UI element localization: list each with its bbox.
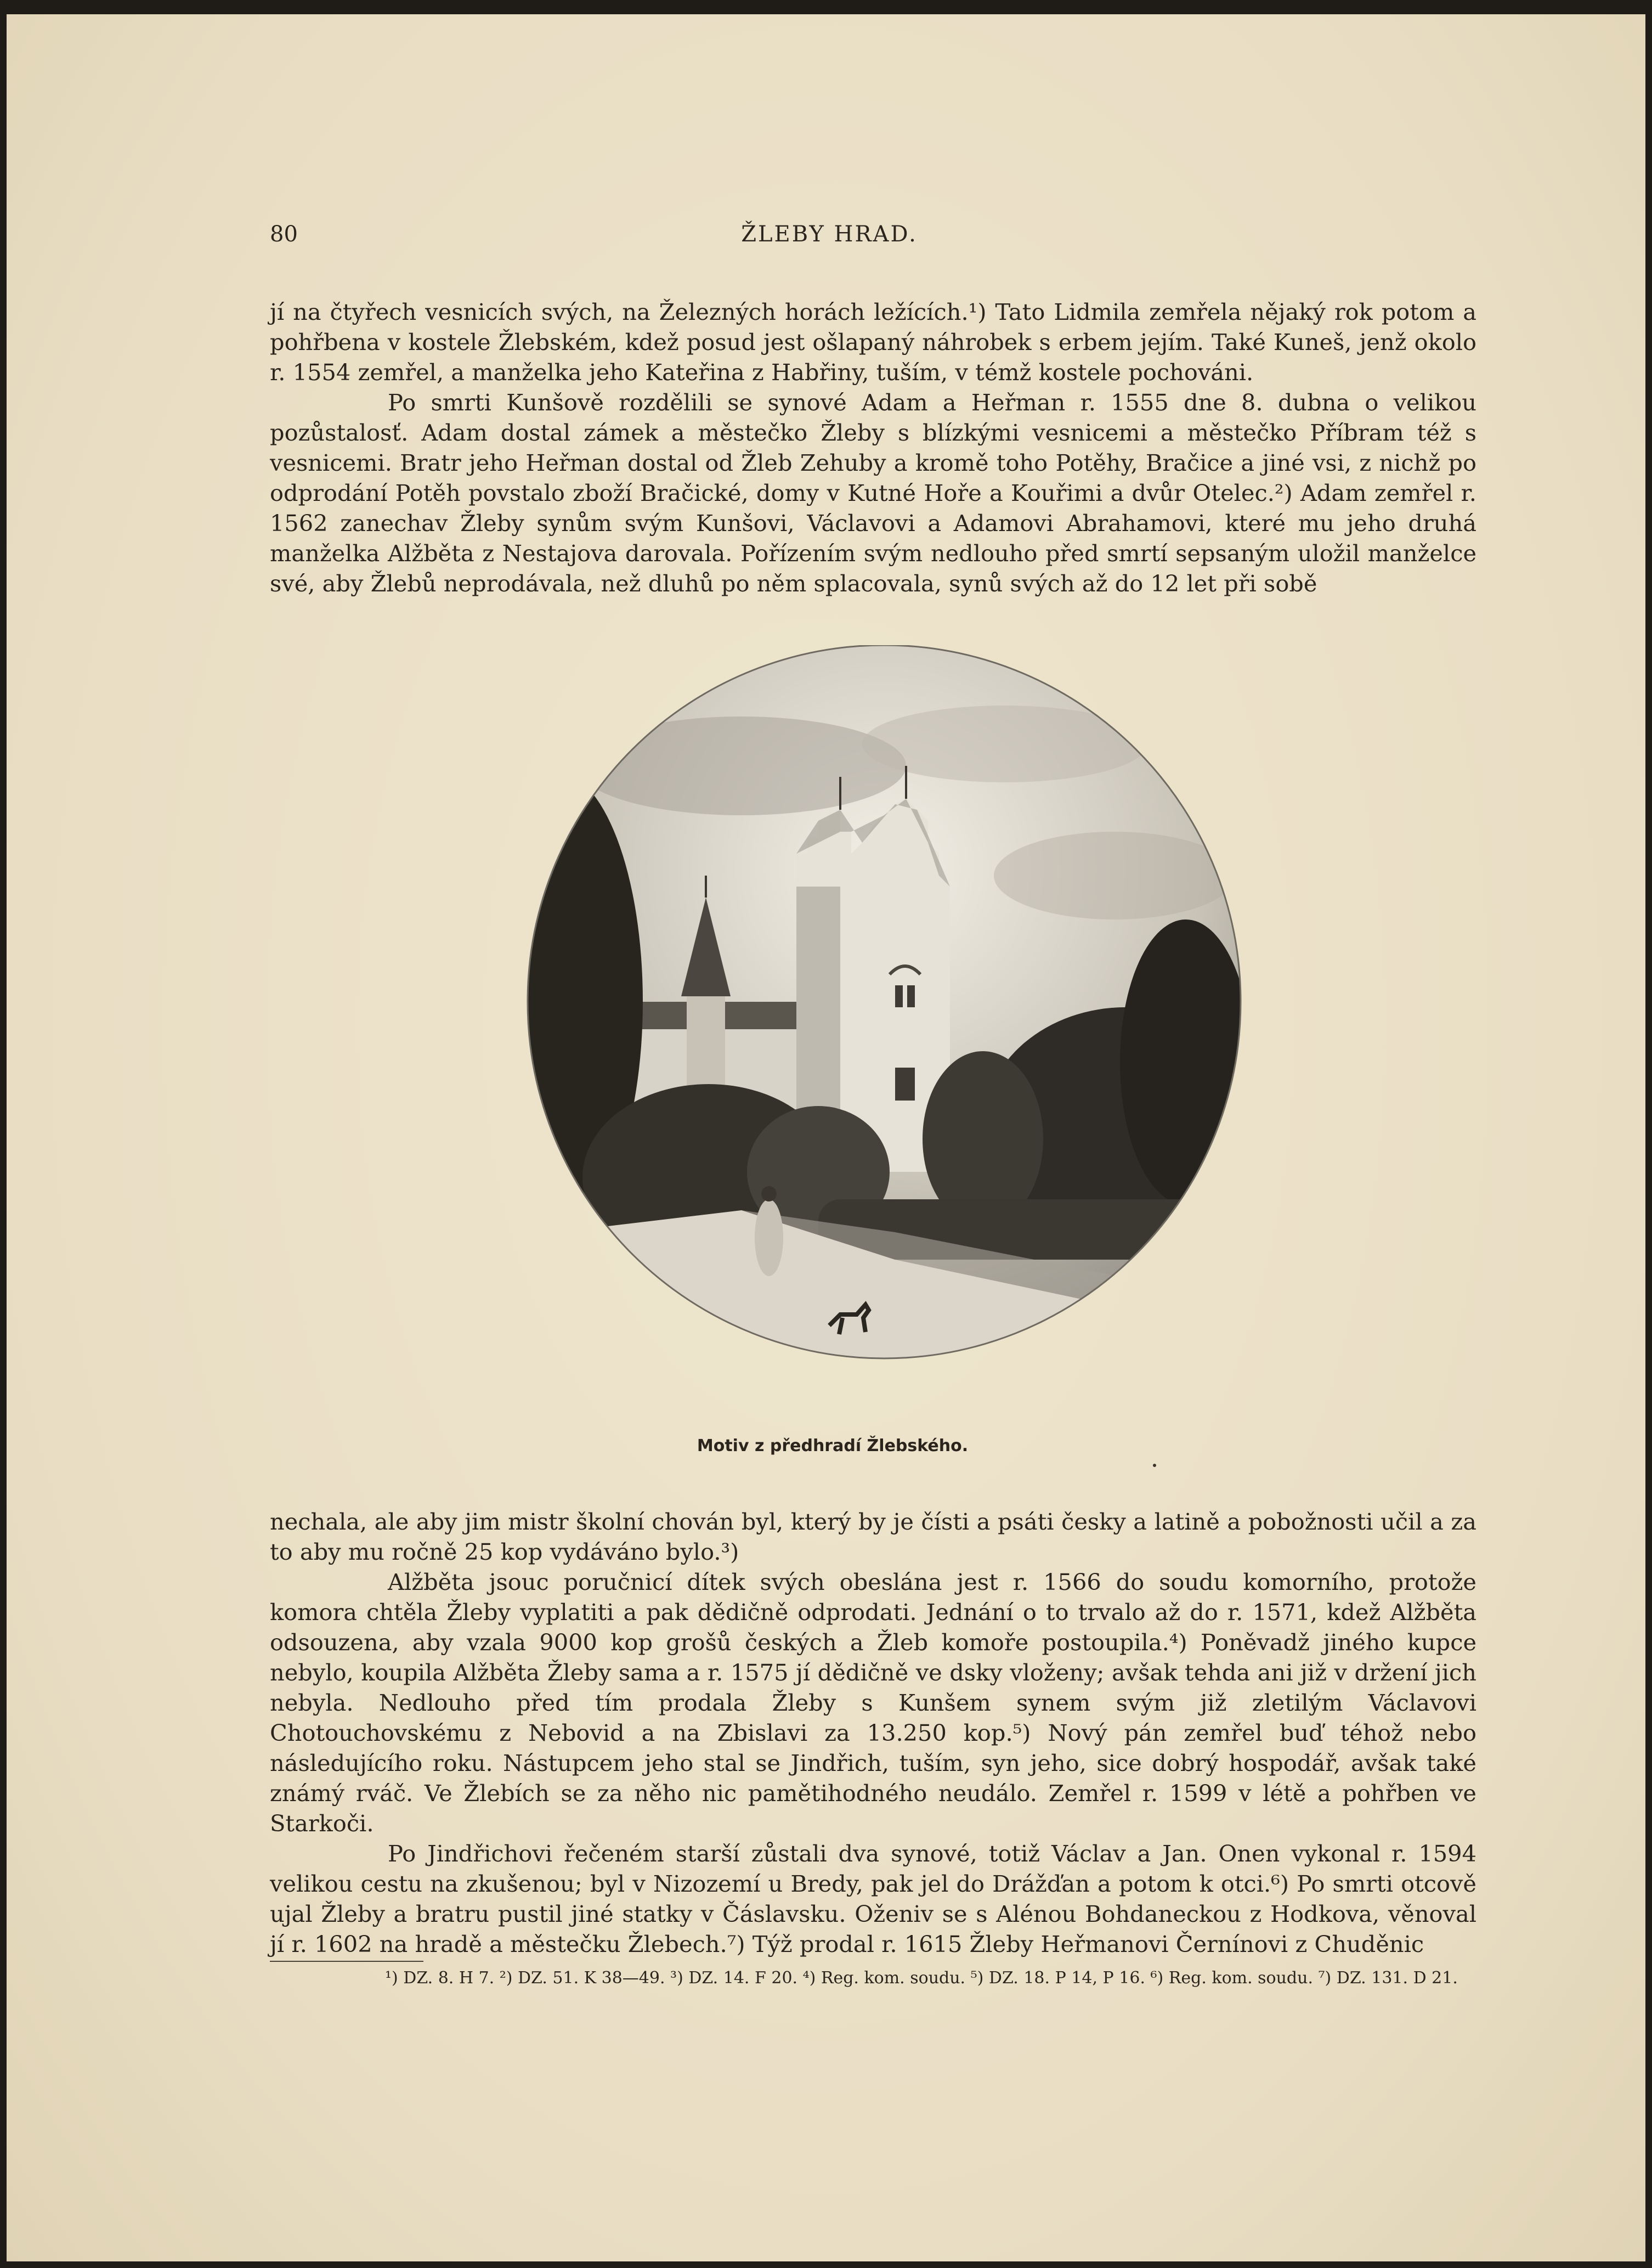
body-text-bottom bbox=[270, 1507, 1476, 1959]
paragraph: nechala, ale aby jim mistr školní chován byl, který by je čísti a psáti česky a latině a pobožnosti učil a za to aby mu ročně 25 kop vydáváno bylo.³) bbox=[270, 1508, 1476, 1565]
footnote-rule bbox=[270, 1961, 423, 1962]
book-page bbox=[7, 14, 1645, 2261]
paragraph: Po Jindřichovi řečeném starší zůstali dva synové, totiž Václav a Jan. Onen vykonal r. 1594 velikou cestu na zkušenou; byl v Nizozemí u Bredy, pak jel do Drážďan a potom k otci.⁶) Po smrti otcově ujal Žleby a bratru pustil jiné statky v Čáslavsku. Oženiv se s Alénou Bohdaneckou z Hodkova, věnoval jí r. 1602 na hradě a městečku Žlebech.⁷) Týž prodal r. 1615 Žleby Heřmanovi Černínovi z Chuděnic bbox=[270, 1840, 1476, 1957]
footnote-text: ¹) DZ. 8. H 7. ²) DZ. 51. K 38—49. ³) DZ. 14. F 20. ⁴) Reg. kom. soudu. ⁵) DZ. 18. P 14, P 16. ⁶) Reg. kom. soudu. ⁷) DZ. 131. D 21. bbox=[385, 1968, 1458, 1988]
castle-illustration bbox=[511, 645, 1257, 1391]
paragraph: Alžběta jsouc poručnicí dítek svých obeslána jest r. 1566 do soudu komorního, protože komora chtěla Žleby vyplatiti a pak dědičně odprodati. Jednání o to trvalo až do r. 1571, kdež Alžběta odsouzena, aby vzala 9000 kop grošů českých a Žleb komoře postoupila.⁴) Poněvadž jiného kupce nebylo, koupila Alžběta Žleby sama a r. 1575 jí dědičně ve dsky vloženy; avšak tehda ani již v držení jich nebyla. Nedlouho před tím prodala Žleby s Kunšem synem svým již zletilým Václavovi Chotouchovskému z Nebovid a na Zbislavi za 13.250 kop.⁵) Nový pán zemřel buď téhož nebo následujícího roku. Nástupcem jeho stal se Jindřich, tuším, syn jeho, sice dobrý hospodář, avšak také známý rváč. Ve Žlebích se za něho nic pamětihodného neudálo. Zemřel r. 1599 v létě a pohřben ve Starkoči. bbox=[270, 1569, 1476, 1837]
footnotes bbox=[270, 1967, 1476, 1989]
figure-caption: Motiv z předhradí Žlebského. bbox=[697, 1436, 969, 1455]
body-text-top bbox=[270, 297, 1476, 599]
running-title: ŽLEBY HRAD. bbox=[741, 222, 918, 247]
paragraph: jí na čtyřech vesnicích svých, na Železných horách ležících.¹) Tato Lidmila zemřela nějaký rok potom a pohřbena v kostele Žlebském, kdež posud jest ošlapaný náhrobek s erbem jejím. Také Kuneš, jenž okolo r. 1554 zemřel, a manželka jeho Kateřina z Habřiny, tuším, v témž kostele pochováni. bbox=[270, 298, 1476, 386]
page-number: 80 bbox=[270, 222, 298, 247]
ink-speck bbox=[1153, 1464, 1156, 1467]
paragraph: Po smrti Kunšově rozdělili se synové Adam a Heřman r. 1555 dne 8. dubna o velikou pozůstalosť. Adam dostal zámek a městečko Žleby s blízkými vesnicemi a městečko Příbram též s vesnicemi. Bratr jeho Heřman dostal od Žleb Zehuby a kromě toho Potěhy, Bračice a jiné vsi, z nichž po odprodání Potěh povstalo zboží Bračické, domy v Kutné Hoře a Kouřimi a dvůr Otelec.²) Adam zemřel r. 1562 zanechav Žleby synům svým Kunšovi, Václavovi a Adamovi Abrahamovi, které mu jeho druhá manželka Alžběta z Nestajova darovala. Pořízením svým nedlouho před smrtí sepsaným uložil manželce své, aby Žlebů neprodávala, než dluhů po něm splacovala, synů svých až do 12 let při sobě bbox=[270, 389, 1476, 597]
page-header bbox=[7, 222, 1645, 255]
